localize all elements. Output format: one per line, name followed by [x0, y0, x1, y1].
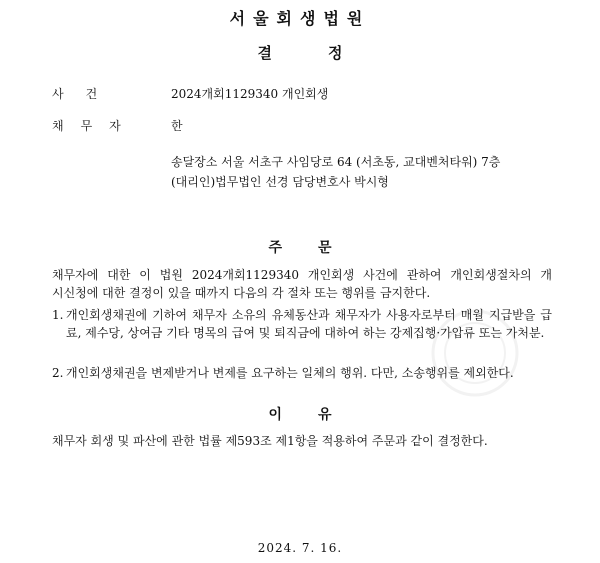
- case-value: 2024개회1129340 개인회생: [171, 87, 329, 101]
- order-intro-line1: 채무자에 대한 이 법원 2024개회1129340 개인회생 사건에 관하여 개인회생절차의 개: [52, 268, 552, 282]
- order-item-text: 개인회생채권에 기하여 채무자 소유의 유체동산과 채무자가 사용자로부터 매월 지급받을 급료, 제수당, 상여금 기타 명목의 급여 및 퇴직금에 대하여 하는 강제집행·가압류 또는 가처분.: [66, 308, 552, 340]
- decision-date: 2024. 7. 16.: [257, 541, 343, 555]
- order-item-number: 1.: [52, 308, 64, 322]
- debtor-row: [52, 118, 183, 134]
- order-item-number: 2.: [52, 366, 64, 380]
- case-label: 사건: [52, 87, 120, 101]
- document-title: 결정: [257, 44, 399, 62]
- debtor-value: 한: [171, 119, 183, 133]
- service-address: 송달장소 서울 서초구 사임당로 64 (서초동, 교대벤처타워) 7층: [171, 155, 501, 169]
- order-intro-line2: 시신청에 대한 결정이 있을 때까지 다음의 각 절차 또는 행위를 금지한다.: [52, 286, 431, 300]
- court-seal-watermark: [430, 308, 520, 398]
- reason-text: 채무자 회생 및 파산에 관한 법률 제593조 제1항을 적용하여 주문과 같이 결정한다.: [52, 434, 488, 448]
- debtor-label: 채무자: [52, 119, 138, 133]
- reason-title: 이유: [268, 407, 368, 423]
- case-row: [52, 86, 329, 102]
- order-title: 주문: [268, 240, 368, 256]
- order-item-text: 개인회생채권을 변제받거나 변제를 요구하는 일체의 행위. 다만, 소송행위를 제외한다.: [66, 366, 514, 380]
- court-name: 서울회생법원: [229, 9, 371, 28]
- attorney: (대리인)법무법인 선경 담당변호사 박시형: [171, 175, 389, 189]
